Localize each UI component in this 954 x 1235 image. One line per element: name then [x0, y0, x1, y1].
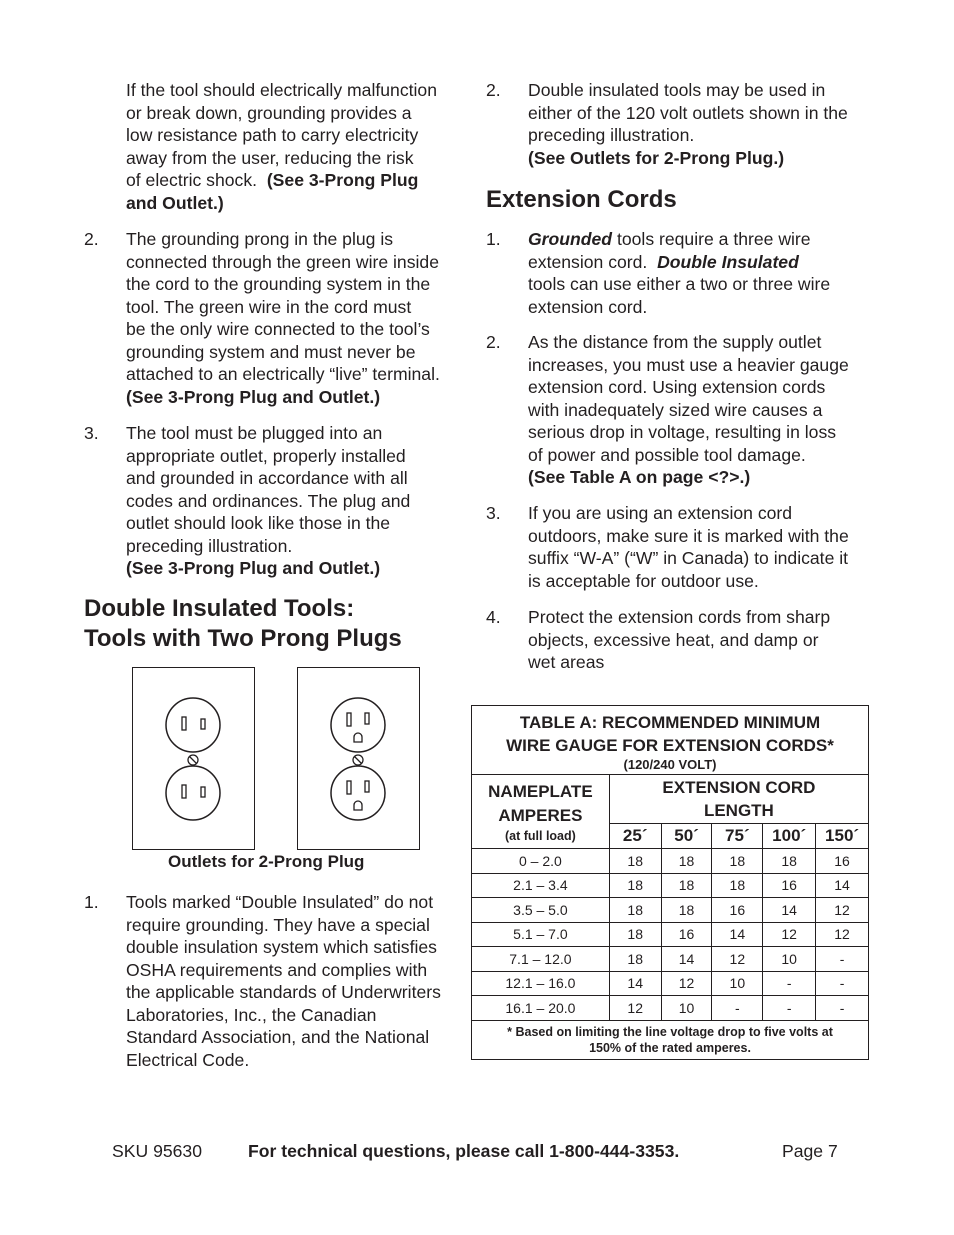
text-line: outlet should look like those in the [126, 513, 391, 533]
list-item-plugged-outlet [126, 422, 410, 580]
header-line: NAMEPLATE [488, 782, 593, 801]
text-line: serious drop in voltage, resulting in loss [528, 422, 837, 442]
table-row [472, 996, 869, 1021]
footer-tech-support: For technical questions, please call 1-800-444-3353. [248, 1141, 680, 1161]
text-line: Tools marked “Double Insulated” do not [126, 892, 434, 912]
list-item-outdoor-use [528, 502, 849, 592]
table-row [472, 898, 869, 923]
length-header: 75´ [712, 824, 763, 849]
gauge-cell: 16 [816, 849, 869, 874]
heading-line: Tools with Two Prong Plugs [84, 625, 402, 652]
length-header: 100´ [763, 824, 816, 849]
text-line: codes and ordinances. The plug and [126, 490, 411, 511]
column-header-amperes [472, 775, 610, 849]
text-line: The grounding prong in the plug is [126, 229, 394, 249]
gauge-cell: - [712, 996, 763, 1021]
text-line: tools can use either a two or three wire [528, 274, 831, 294]
three-prong-outlet-icon [298, 668, 418, 848]
gauge-cell: 18 [609, 898, 661, 923]
reference-text: (See 3-Prong Plug and Outlet.) [126, 386, 381, 407]
text-line: the applicable standards of Underwriters [126, 982, 441, 1002]
gauge-cell: 18 [712, 849, 763, 874]
text-line: either of the 120 volt outlets shown in the [528, 102, 848, 123]
amperes-cell: 12.1 – 16.0 [472, 971, 610, 996]
gauge-cell: 16 [661, 922, 712, 947]
amperes-cell: 2.1 – 3.4 [472, 873, 610, 898]
section-heading-extension-cords: Extension Cords [486, 186, 677, 213]
text-line: outdoors, make sure it is marked with the [528, 525, 849, 546]
amperes-cell: 0 – 2.0 [472, 849, 610, 874]
gauge-cell: - [816, 996, 869, 1021]
text-span: of electric shock. [126, 170, 267, 190]
table-row [472, 971, 869, 996]
list-item-distance-gauge [528, 331, 849, 489]
list-item-grounding-prong [126, 228, 440, 408]
header-line: AMPERES [498, 806, 583, 825]
gauge-cell: 18 [661, 898, 712, 923]
gauge-cell: 18 [763, 849, 816, 874]
text-line [126, 169, 437, 192]
outlet-plate-three-prong [297, 667, 420, 850]
text-line [528, 228, 830, 251]
item-number: 4. [486, 607, 501, 627]
text-line: Protect the extension cords from sharp [528, 607, 831, 627]
table-footnote [472, 1020, 869, 1059]
header-line: LENGTH [703, 801, 774, 820]
item-number: 3. [486, 503, 501, 523]
gauge-cell: 10 [763, 947, 816, 972]
amperes-cell: 7.1 – 12.0 [472, 947, 610, 972]
table-footnote-row [472, 1020, 869, 1059]
length-header: 25´ [609, 824, 661, 849]
column-header-length [609, 775, 868, 824]
outlet-plate-two-prong [132, 667, 255, 850]
text-line: low resistance path to carry electricity [126, 125, 419, 145]
emphasis-text: Double Insulated [657, 251, 799, 272]
wire-gauge-table [471, 705, 869, 1060]
list-item-extension-cord-type [528, 228, 830, 318]
reference-text: (See Table A on page <?>.) [528, 467, 751, 487]
footnote-line: * Based on limiting the line voltage drop to five volts at [507, 1024, 833, 1039]
text-line: Double insulated tools may be used in [528, 80, 826, 100]
table-header-row [472, 775, 869, 824]
text-line: of power and possible tool damage. [528, 444, 806, 465]
text-span: tools require a three wire [612, 229, 811, 249]
text-span: extension cord. [528, 251, 658, 272]
text-line: OSHA requirements and complies with [126, 959, 428, 980]
length-header: 150´ [816, 824, 869, 849]
reference-text: and Outlet.) [126, 192, 224, 213]
text-line: or break down, grounding provides a [126, 102, 412, 123]
text-line: If the tool should electrically malfunction [126, 80, 437, 100]
text-line: The tool must be plugged into an [126, 423, 383, 443]
gauge-cell: 18 [609, 947, 661, 972]
text-line: connected through the green wire inside [126, 251, 439, 272]
gauge-cell: 12 [816, 898, 869, 923]
table-row [472, 922, 869, 947]
list-item-double-insulated-outlets [528, 79, 848, 169]
heading-line: Double Insulated Tools: [84, 595, 355, 622]
item-number: 2. [486, 332, 501, 352]
footer-page-number: Page 7 [782, 1141, 838, 1161]
text-line: and grounded in accordance with all [126, 468, 408, 488]
text-line: suffix “W-A” (“W” in Canada) to indicate it [528, 548, 849, 568]
gauge-cell: 18 [712, 873, 763, 898]
text-line: require grounding. They have a special [126, 914, 430, 935]
gauge-cell: 10 [661, 996, 712, 1021]
footnote-line: 150% of the rated amperes. [589, 1040, 751, 1055]
table-subtitle: (120/240 VOLT) [623, 756, 717, 772]
amperes-cell: 16.1 – 20.0 [472, 996, 610, 1021]
two-prong-outlet-icon [133, 668, 253, 848]
gauge-cell: 18 [609, 922, 661, 947]
gauge-cell: 12 [763, 922, 816, 947]
list-item-double-insulated [126, 891, 441, 1071]
text-line: If you are using an extension cord [528, 503, 793, 523]
text-line: appropriate outlet, properly installed [126, 445, 406, 466]
list-item-protect-cords [528, 606, 830, 674]
item-number: 2. [486, 80, 501, 100]
grounding-paragraph [126, 79, 437, 214]
table-title [472, 706, 869, 775]
gauge-cell: 16 [712, 898, 763, 923]
gauge-cell: - [816, 971, 869, 996]
amperes-cell: 3.5 – 5.0 [472, 898, 610, 923]
gauge-cell: - [763, 996, 816, 1021]
gauge-cell: - [763, 971, 816, 996]
gauge-cell: 14 [609, 971, 661, 996]
gauge-cell: 12 [661, 971, 712, 996]
table-row [472, 873, 869, 898]
table-row [472, 849, 869, 874]
gauge-cell: 12 [816, 922, 869, 947]
gauge-cell: 18 [661, 873, 712, 898]
item-number: 1. [486, 229, 501, 249]
text-line: attached to an electrically “live” terminal. [126, 364, 440, 384]
gauge-cell: 14 [816, 873, 869, 898]
text-line: away from the user, reducing the risk [126, 147, 414, 168]
length-header: 50´ [661, 824, 712, 849]
gauge-cell: 12 [609, 996, 661, 1021]
text-line: tool. The green wire in the cord must [126, 296, 412, 317]
text-line: objects, excessive heat, and damp or [528, 629, 819, 650]
text-line: double insulation system which satisfies [126, 937, 437, 957]
table-title-row [472, 706, 869, 775]
reference-text: (See 3-Prong Plug [266, 170, 419, 190]
table-title-line: TABLE A: RECOMMENDED MINIMUM [519, 712, 821, 732]
footer-sku: SKU 95630 [112, 1141, 202, 1161]
gauge-cell: 18 [661, 849, 712, 874]
figure-caption: Outlets for 2-Prong Plug [168, 852, 365, 871]
text-line: with inadequately sized wire causes a [528, 399, 823, 420]
table-title-line: WIRE GAUGE FOR EXTENSION CORDS* [506, 735, 834, 755]
item-number: 1. [84, 892, 99, 912]
text-line: increases, you must use a heavier gauge [528, 354, 849, 375]
text-line: is acceptable for outdoor use. [528, 570, 759, 591]
amperes-cell: 5.1 – 7.0 [472, 922, 610, 947]
text-line: preceding illustration. [528, 125, 695, 145]
gauge-cell: 14 [763, 898, 816, 923]
text-line: extension cord. Using extension cords [528, 377, 826, 397]
text-line: Standard Association, and the National [126, 1027, 430, 1047]
text-line: grounding system and must never be [126, 341, 416, 362]
gauge-cell: 18 [609, 849, 661, 874]
gauge-cell: - [816, 947, 869, 972]
gauge-cell: 12 [712, 947, 763, 972]
item-number: 3. [84, 423, 99, 443]
gauge-cell: 16 [763, 873, 816, 898]
text-line: As the distance from the supply outlet [528, 332, 822, 352]
section-heading-double-insulated [84, 594, 402, 654]
header-line: EXTENSION CORD [662, 778, 816, 797]
text-line: the cord to the grounding system in the [126, 274, 431, 294]
text-line [528, 251, 830, 274]
gauge-cell: 14 [712, 922, 763, 947]
emphasis-text: Grounded [528, 229, 613, 249]
text-line: extension cord. [528, 296, 648, 317]
gauge-cell: 18 [609, 873, 661, 898]
header-note: (at full load) [504, 829, 576, 843]
text-line: Laboratories, Inc., the Canadian [126, 1004, 377, 1025]
item-number: 2. [84, 229, 99, 249]
reference-text: (See Outlets for 2-Prong Plug.) [528, 147, 785, 168]
reference-text: (See 3-Prong Plug and Outlet.) [126, 558, 381, 578]
gauge-cell: 10 [712, 971, 763, 996]
text-line: Electrical Code. [126, 1049, 250, 1070]
text-line: be the only wire connected to the tool’s [126, 319, 430, 339]
text-line: preceding illustration. [126, 535, 293, 556]
text-line: wet areas [528, 652, 605, 672]
table-row [472, 947, 869, 972]
gauge-cell: 14 [661, 947, 712, 972]
